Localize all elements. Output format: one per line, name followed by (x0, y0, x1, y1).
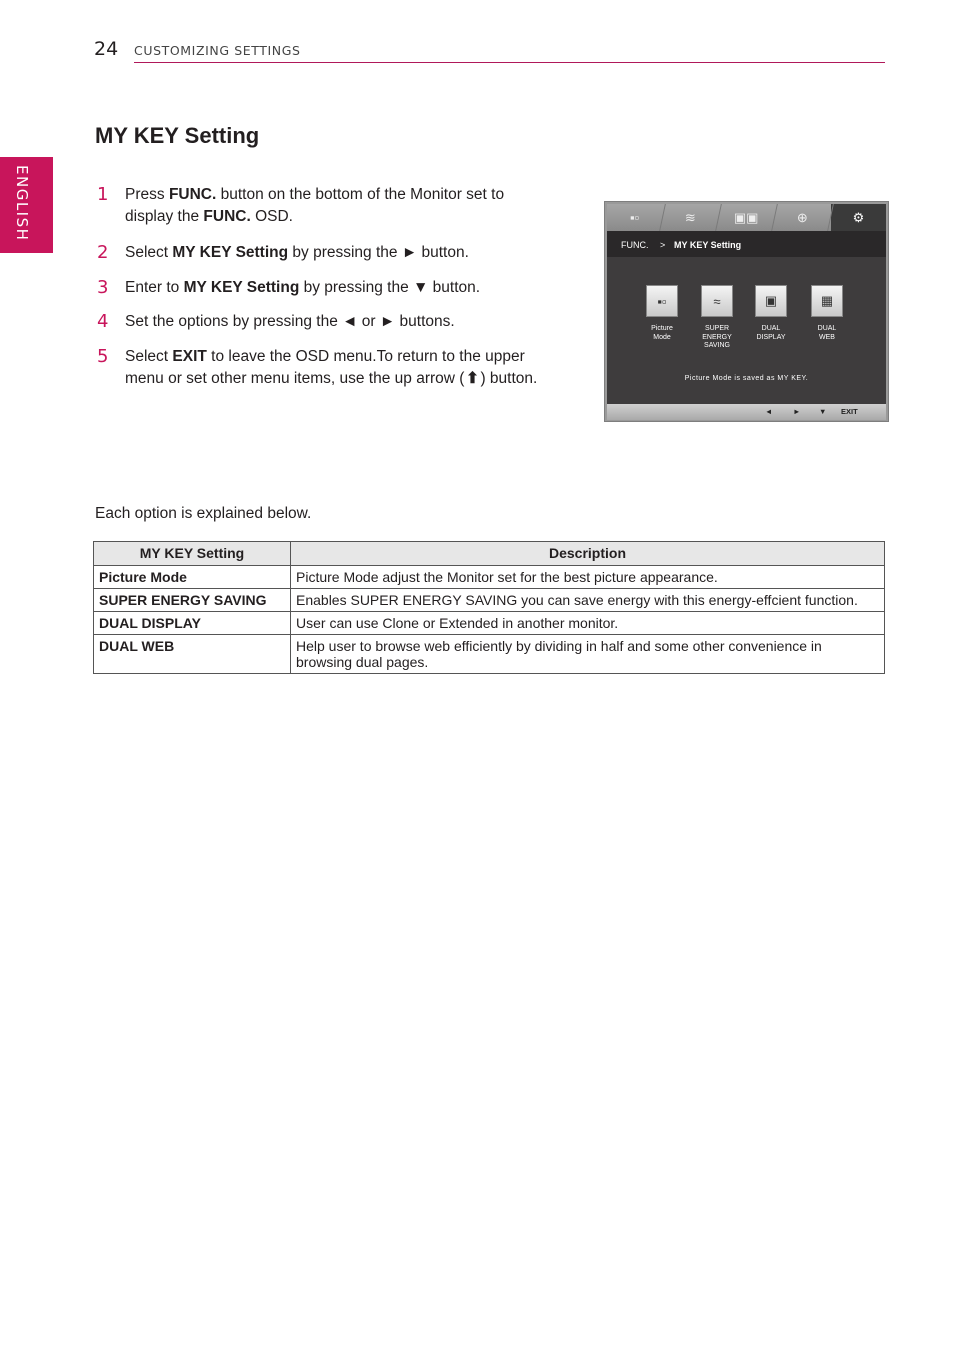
osd-item-icon: ▣ (755, 285, 787, 317)
osd-tab-icon (772, 204, 834, 231)
step-text (125, 346, 555, 390)
step-keyword: MY KEY Setting (183, 279, 300, 296)
step-text (125, 311, 555, 333)
page-number: 24 (94, 38, 119, 60)
options-table (93, 541, 885, 674)
page-title: MY KEY Setting (95, 123, 260, 148)
osd-item-label: DUAL DISPLAY (756, 325, 786, 341)
column-header: Description (291, 542, 885, 566)
step-fragment: button on the bottom of the Monitor set to display the (125, 186, 505, 225)
osd-item-label: Picture Mode (651, 325, 673, 341)
column-header: MY KEY Setting (94, 542, 291, 566)
osd-tab-icon (604, 204, 666, 231)
step-fragment: to leave the OSD menu.To return to the upper menu or set other menu items, use the up arrow ( (125, 348, 525, 387)
osd-tab-glyph: ≋ (685, 209, 696, 225)
step-number: 3 (97, 277, 109, 298)
step-number: 2 (97, 242, 109, 263)
step-keyword: MY KEY Setting (172, 244, 289, 261)
osd-crumb-current: MY KEY Setting (674, 240, 742, 250)
description-cell: User can use Clone or Extended in another monitor. (291, 612, 885, 635)
step-number: 1 (97, 184, 109, 205)
description-cell: Help user to browse web efficiently by dividing in half and some other convenience in browsing dual pages. (291, 635, 885, 674)
step-fragment: OSD. (250, 208, 293, 225)
step-text (125, 242, 555, 264)
step-fragment: Enter to (125, 279, 184, 296)
setting-name-cell: Picture Mode (94, 566, 291, 589)
osd-item (637, 285, 687, 342)
description-cell: Enables SUPER ENERGY SAVING you can save energy with this energy-effcient function. (291, 589, 885, 612)
osd-item-icon: ▪▫ (646, 285, 678, 317)
osd-arrow-icon: ► (793, 407, 801, 416)
osd-item-label: DUAL WEB (817, 325, 837, 341)
setting-name-cell: SUPER ENERGY SAVING (94, 589, 291, 612)
step-fragment: ) button. (480, 370, 538, 387)
table-header-row (94, 542, 885, 566)
step-keyword: FUNC. (168, 186, 217, 203)
osd-button-bar (607, 404, 886, 420)
step-fragment: by pressing the ▼ button. (299, 279, 481, 296)
osd-crumb-parent: FUNC. (621, 240, 649, 250)
step-text (125, 184, 555, 228)
osd-tab-glyph: ▣▣ (734, 209, 759, 225)
osd-tab-icon (660, 204, 722, 231)
osd-crumb-separator: > (660, 240, 666, 250)
table-row (94, 635, 885, 674)
table-row (94, 589, 885, 612)
step-fragment: Select (125, 244, 173, 261)
step-fragment: Set the options by pressing the ◄ or ► buttons. (125, 313, 455, 330)
step-number: 5 (97, 346, 109, 367)
osd-arrow-icon: ▼ (819, 407, 827, 416)
step-keyword: EXIT (172, 348, 207, 365)
setting-name-cell: DUAL DISPLAY (94, 612, 291, 635)
step-fragment: by pressing the ► button. (288, 244, 469, 261)
up-arrow-icon: ⬆ (465, 370, 479, 387)
osd-item-icon: ▦ (811, 285, 843, 317)
step-keyword: FUNC. (203, 208, 251, 225)
table-row (94, 612, 885, 635)
osd-item-icon: ≈ (701, 285, 733, 317)
table-row (94, 566, 885, 589)
osd-tab-glyph: ▪▫ (629, 210, 640, 225)
osd-breadcrumb (607, 231, 886, 257)
step-fragment: Press (125, 186, 169, 203)
osd-arrow-icon: ◄ (765, 407, 773, 416)
osd-tab-glyph: ⚙ (852, 209, 865, 225)
osd-tab-glyph: ⊕ (797, 209, 808, 225)
osd-panel (607, 231, 886, 404)
step-fragment: Select (125, 348, 173, 365)
osd-tab-bar (607, 204, 886, 231)
step-text (125, 277, 555, 299)
osd-message: Picture Mode is saved as MY KEY. (684, 375, 809, 382)
osd-item (746, 285, 796, 342)
osd-tab-icon (831, 204, 886, 231)
osd-item (692, 285, 742, 351)
setting-name-cell: DUAL WEB (94, 635, 291, 674)
osd-exit-label: EXIT (841, 407, 858, 416)
step-number: 4 (97, 311, 109, 332)
description-cell: Picture Mode adjust the Monitor set for the best picture appearance. (291, 566, 885, 589)
header-rule (134, 62, 885, 63)
osd-item-label: SUPER ENERGY SAVING (702, 325, 732, 349)
osd-screenshot (604, 201, 889, 422)
intro-text: Each option is explained below. (95, 505, 312, 522)
section-label: CUSTOMIZING SETTINGS (134, 43, 301, 58)
language-tab-label: ENGLISH (13, 165, 31, 242)
language-tab (0, 157, 53, 253)
osd-tab-icon (716, 204, 778, 231)
osd-item (802, 285, 852, 342)
